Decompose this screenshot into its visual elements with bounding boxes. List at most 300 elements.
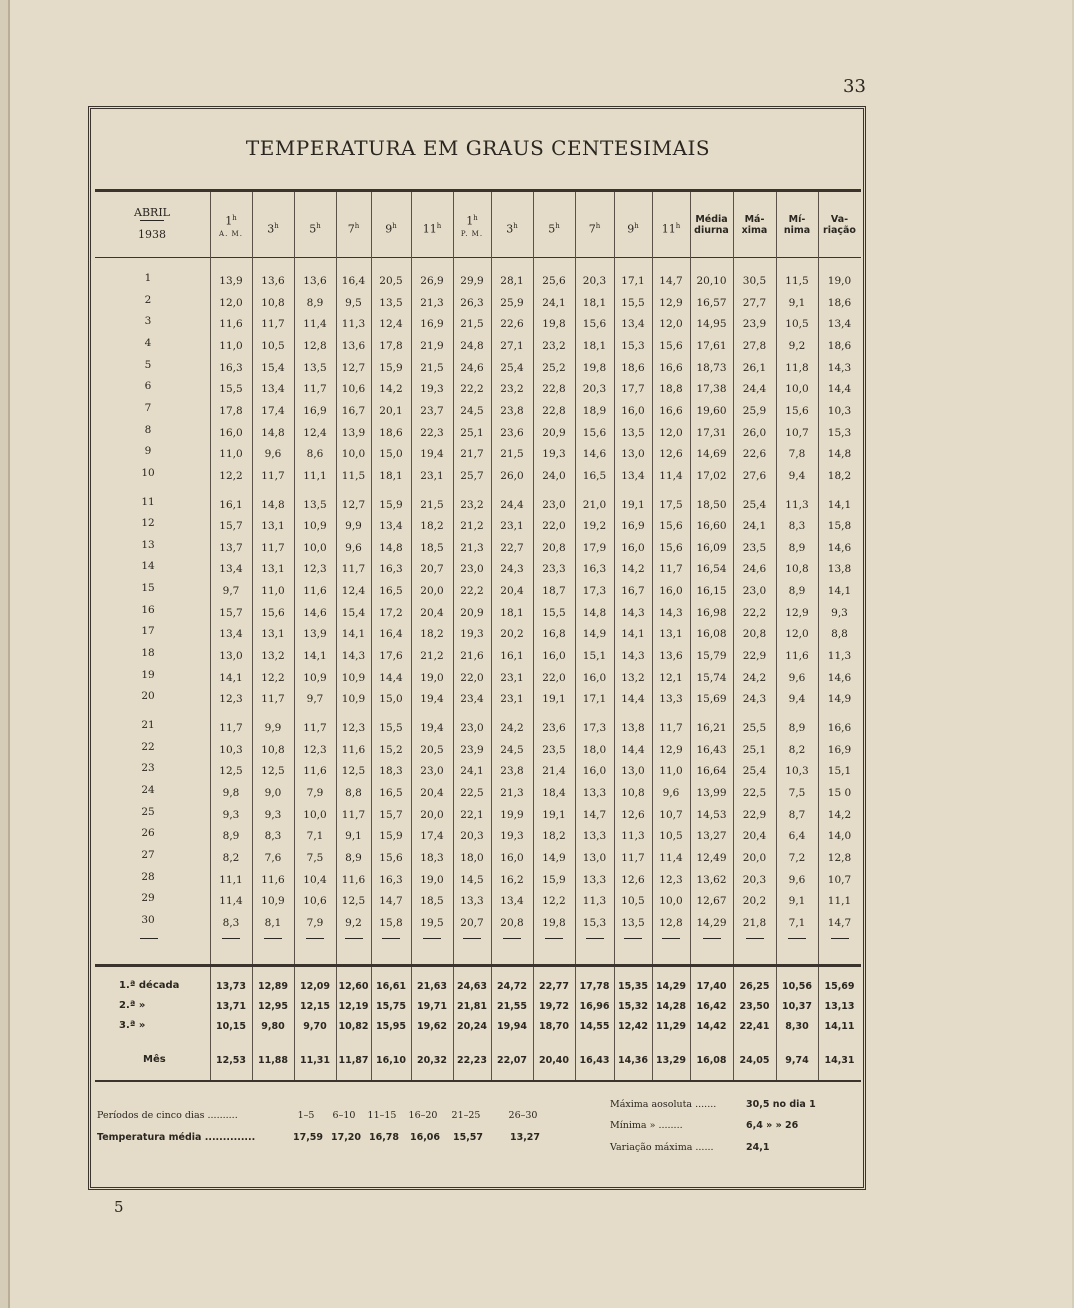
table-cell: 8,9 [788, 585, 806, 598]
hour-header [652, 220, 690, 236]
table-cell: 9,9 [264, 722, 282, 734]
table-cell: 12,3 [303, 743, 327, 756]
table-cell: 15,4 [341, 606, 366, 619]
table-cell: 19,9 [500, 808, 524, 821]
table-cell: 20,1 [379, 404, 403, 417]
table-cell: 23,9 [460, 743, 484, 756]
year-label: 1938 [138, 228, 166, 241]
table-cell: 14,6 [827, 671, 852, 684]
table-cell: 14,3 [827, 361, 852, 374]
day-number: 26 [141, 827, 155, 840]
table-cell: 16,98 [696, 606, 727, 619]
table-cell: 15,6 [659, 339, 683, 352]
table-cell: 18,4 [542, 786, 566, 799]
table-cell: 8,3 [264, 830, 282, 843]
summary-cell: 15,32 [617, 1001, 649, 1012]
summary-cell: 11,29 [655, 1021, 687, 1032]
stat-header-line: nima [783, 225, 811, 236]
table-cell: 15,9 [379, 361, 403, 374]
table-cell: 13,6 [341, 339, 366, 352]
table-cell: 7,9 [306, 786, 324, 799]
table-cell: 25,4 [500, 361, 524, 374]
table-cell: 20,4 [420, 786, 444, 799]
table-cell: 11,7 [303, 722, 327, 734]
table-cell: 8,2 [788, 743, 806, 756]
table-cell: 23,0 [460, 722, 484, 734]
day-number: 11 [141, 495, 155, 508]
table-cell: 23,2 [542, 339, 566, 352]
table-cell: 15,4 [261, 361, 285, 374]
table-cell: 14,4 [379, 671, 403, 684]
dash-mark [545, 938, 563, 939]
table-cell: 14,3 [621, 650, 645, 663]
stat-header [776, 214, 818, 236]
table-cell: 12,4 [379, 318, 403, 331]
summary-cell: 23,50 [739, 1001, 770, 1012]
table-cell: 24,6 [460, 361, 484, 374]
table-cell: 24,4 [742, 383, 767, 396]
summary-cell: 12,95 [257, 1001, 289, 1012]
table-cell: 15 0 [827, 786, 852, 799]
summary-cell: 20,32 [416, 1055, 448, 1066]
table-cell: 14,9 [827, 693, 852, 706]
table-cell: 15,8 [827, 520, 852, 533]
table-cell: 10,8 [261, 743, 285, 756]
table-cell: 19,8 [582, 361, 607, 374]
table-cell: 21,5 [500, 448, 524, 461]
table-cell: 23,5 [542, 743, 566, 756]
summary-cell: 11,31 [299, 1055, 331, 1066]
table-cell: 19,0 [420, 873, 444, 886]
table-cell: 14,6 [582, 448, 607, 461]
table-cell: 11,6 [219, 318, 243, 331]
table-cell: 16,4 [379, 628, 403, 641]
summary-cell: 24,63 [456, 981, 488, 992]
table-cell: 23,2 [460, 498, 484, 511]
period-range: 26–30 [508, 1110, 538, 1121]
table-cell: 26,0 [500, 469, 524, 482]
table-cell: 14,8 [827, 448, 852, 461]
dash-mark [423, 938, 441, 939]
table-cell: 11,1 [219, 873, 243, 886]
table-cell: 9,6 [662, 786, 680, 799]
table-cell: 14,1 [303, 650, 327, 663]
table-cell: 16,7 [621, 585, 645, 598]
page-number: 33 [843, 76, 866, 97]
table-cell: 10,6 [303, 895, 327, 908]
table-cell: 11,4 [659, 469, 683, 482]
summary-bottom-rule [95, 1080, 861, 1082]
table-cell: 19,0 [420, 671, 444, 684]
hour-number: 3 [506, 222, 514, 236]
table-cell: 23,1 [420, 469, 444, 482]
table-cell: 18,50 [696, 498, 727, 511]
summary-cell: 10,37 [781, 1001, 813, 1012]
table-cell: 14,3 [621, 606, 645, 619]
table-cell: 17,02 [696, 469, 727, 482]
table-cell: 23,4 [460, 693, 484, 706]
summary-cell: 14,29 [655, 981, 687, 992]
hour-header [252, 220, 294, 236]
summary-cell: 10,56 [781, 981, 813, 992]
table-cell: 25,1 [460, 426, 484, 439]
table-cell: 22,2 [460, 383, 484, 396]
summary-cell: 12,89 [257, 981, 289, 992]
table-cell: 12,0 [659, 426, 683, 439]
table-cell: 12,6 [621, 873, 645, 886]
table-cell: 14,2 [827, 808, 852, 821]
table-cell: 18,0 [460, 851, 484, 864]
table-cell: 10,5 [785, 318, 809, 331]
table-cell: 18,1 [379, 469, 403, 482]
table-cell: 13,9 [341, 426, 366, 439]
table-cell: 8,1 [264, 916, 282, 929]
table-cell: 18,2 [420, 628, 444, 641]
summary-cell: 16,10 [375, 1055, 407, 1066]
table-cell: 16,15 [696, 585, 727, 598]
table-cell: 9,7 [306, 693, 324, 706]
table-cell: 13,8 [621, 722, 645, 734]
table-cell: 21,3 [420, 296, 444, 309]
hour-number: 1 [466, 214, 474, 228]
day-number: 3 [144, 315, 152, 328]
day-number: 20 [141, 690, 155, 703]
table-cell: 14,7 [379, 895, 403, 908]
summary-cell: 16,42 [696, 1001, 727, 1012]
hour-suffix: h [513, 222, 518, 230]
table-cell: 16,0 [500, 851, 524, 864]
table-cell: 14,5 [460, 873, 484, 886]
table-cell: 24,2 [742, 671, 767, 684]
table-cell: 17,7 [621, 383, 645, 396]
summary-cell: 21,63 [416, 981, 448, 992]
table-cell: 13,3 [582, 830, 607, 843]
table-cell: 11,6 [261, 873, 285, 886]
table-cell: 16,0 [542, 650, 566, 663]
table-cell: 8,9 [222, 830, 240, 843]
table-cell: 10,9 [261, 895, 285, 908]
table-cell: 9,6 [788, 873, 806, 886]
table-cell: 19,4 [420, 693, 444, 706]
table-cell: 14,8 [261, 426, 285, 439]
summary-cell: 12,60 [338, 981, 369, 992]
table-cell: 11,0 [659, 765, 683, 778]
table-cell: 20,3 [742, 873, 767, 886]
day-number: 27 [141, 848, 155, 861]
table-cell: 16,3 [582, 563, 607, 576]
table-cell: 11,7 [341, 808, 366, 821]
table-cell: 10,3 [827, 404, 852, 417]
table-cell: 17,61 [696, 339, 727, 352]
stat-header [818, 214, 861, 236]
table-cell: 11,0 [261, 585, 285, 598]
table-cell: 17,3 [582, 585, 607, 598]
table-cell: 11,7 [303, 383, 327, 396]
table-cell: 16,21 [696, 722, 727, 734]
table-cell: 12,8 [303, 339, 327, 352]
table-cell: 15,3 [621, 339, 645, 352]
table-cell: 14,7 [582, 808, 607, 821]
table-cell: 27,1 [500, 339, 524, 352]
summary-cell: 16,08 [696, 1055, 727, 1066]
table-cell: 11,5 [785, 275, 809, 287]
table-cell: 7,8 [788, 448, 806, 461]
summary-cell: 13,73 [215, 981, 247, 992]
table-cell: 13,6 [261, 275, 285, 287]
table-cell: 17,5 [659, 498, 683, 511]
table-cell: 26,0 [742, 426, 767, 439]
table-cell: 14,3 [341, 650, 366, 663]
table-cell: 14,2 [621, 563, 645, 576]
summary-cell: 12,15 [299, 1001, 331, 1012]
table-cell: 11,6 [303, 765, 327, 778]
summary-cell: 21,55 [496, 1001, 528, 1012]
table-cell: 20,5 [379, 275, 403, 287]
table-cell: 16,8 [542, 628, 566, 641]
hour-number: 5 [548, 222, 556, 236]
table-cell: 15,74 [696, 671, 727, 684]
period-mean-temp: 17,20 [330, 1132, 362, 1143]
table-cell: 10,5 [261, 339, 285, 352]
table-cell: 24,5 [460, 404, 484, 417]
table-cell: 13,6 [659, 650, 683, 663]
table-cell: 12,8 [659, 916, 683, 929]
table-cell: 14,95 [696, 318, 727, 331]
dash-mark [746, 938, 764, 939]
table-cell: 13,4 [827, 318, 852, 331]
hour-number: 9 [627, 222, 635, 236]
table-cell: 16,3 [379, 563, 403, 576]
absolute-max-label: Máxima aosoluta ....... [610, 1099, 717, 1110]
table-cell: 27,7 [742, 296, 767, 309]
table-cell: 13,62 [696, 873, 727, 886]
period-range: 11–15 [367, 1110, 397, 1121]
table-cell: 14,8 [582, 606, 607, 619]
day-number: 7 [144, 401, 152, 414]
table-cell: 22,6 [500, 318, 524, 331]
table-cell: 10,3 [219, 743, 243, 756]
table-cell: 25,6 [542, 275, 566, 287]
hour-suffix: h [555, 222, 560, 230]
table-cell: 10,0 [303, 541, 327, 554]
table-cell: 15,1 [827, 765, 852, 778]
table-cell: 14,7 [827, 916, 852, 929]
table-cell: 16,9 [420, 318, 444, 331]
table-cell: 7,1 [788, 916, 806, 929]
table-cell: 8,9 [788, 541, 806, 554]
summary-cell: 12,42 [617, 1021, 649, 1032]
table-cell: 13,5 [379, 296, 403, 309]
table-cell: 11,3 [621, 830, 645, 843]
table-cell: 20,8 [500, 916, 524, 929]
table-cell: 20,0 [420, 585, 444, 598]
table-cell: 14,6 [827, 541, 852, 554]
summary-cell: 14,55 [579, 1021, 610, 1032]
table-cell: 24,0 [542, 469, 566, 482]
day-number: 14 [141, 560, 155, 573]
table-cell: 13,3 [659, 693, 683, 706]
dash-mark [222, 938, 240, 939]
table-cell: 20,2 [742, 895, 767, 908]
table-cell: 14,6 [303, 606, 327, 619]
summary-label: Mês [143, 1054, 166, 1065]
table-cell: 15,7 [379, 808, 403, 821]
table-cell: 16,09 [696, 541, 727, 554]
table-cell: 15,5 [542, 606, 566, 619]
table-cell: 11,8 [785, 361, 809, 374]
table-cell: 12,6 [659, 448, 683, 461]
stat-header-line: Va- [830, 214, 849, 225]
table-cell: 23,5 [742, 541, 767, 554]
stat-header-line: diurna [694, 225, 729, 236]
summary-cell: 17,40 [696, 981, 727, 992]
table-cell: 25,7 [460, 469, 484, 482]
table-cell: 20,4 [500, 585, 524, 598]
hour-number: 9 [385, 222, 393, 236]
table-cell: 10,9 [303, 520, 327, 533]
stat-header-line: Mí- [788, 214, 806, 225]
table-cell: 8,8 [345, 786, 362, 799]
table-cell: 13,3 [582, 786, 607, 799]
table-cell: 15,5 [379, 722, 403, 734]
table-cell: 24,1 [542, 296, 566, 309]
table-cell: 17,4 [420, 830, 444, 843]
table-cell: 19,1 [621, 498, 645, 511]
table-cell: 13,3 [460, 895, 484, 908]
day-number: 9 [144, 445, 152, 458]
table-cell: 18,2 [420, 520, 444, 533]
table-cell: 15,69 [696, 693, 727, 706]
table-cell: 16,6 [659, 404, 683, 417]
table-cell: 16,0 [621, 541, 645, 554]
hour-header [575, 220, 614, 236]
table-cell: 19,5 [420, 916, 444, 929]
table-cell: 15,5 [621, 296, 645, 309]
table-cell: 22,6 [742, 448, 767, 461]
table-cell: 15,79 [696, 650, 727, 663]
summary-cell: 14,31 [824, 1055, 855, 1066]
table-cell: 16,1 [500, 650, 524, 663]
dash-mark [264, 938, 282, 939]
summary-cell: 15,95 [375, 1021, 407, 1032]
summary-cell: 12,19 [338, 1001, 369, 1012]
table-cell: 8,6 [306, 448, 324, 461]
table-cell: 12,0 [219, 296, 243, 309]
table-cell: 9,0 [264, 786, 282, 799]
summary-cell: 9,70 [303, 1021, 327, 1032]
table-cell: 9,3 [831, 606, 848, 619]
period-mean-temp: 17,59 [292, 1132, 324, 1143]
hour-period: P. M. [460, 229, 484, 238]
table-cell: 11,6 [341, 743, 366, 756]
table-cell: 14,1 [341, 628, 366, 641]
table-cell: 17,6 [379, 650, 403, 663]
table-cell: 10,6 [341, 383, 366, 396]
table-cell: 11,0 [219, 448, 243, 461]
table-cell: 17,38 [696, 383, 727, 396]
table-cell: 22,5 [742, 786, 767, 799]
table-cell: 20,5 [420, 743, 444, 756]
table-cell: 23,0 [460, 563, 484, 576]
hour-suffix: h [392, 222, 397, 230]
summary-label: 2.ª » [119, 1000, 146, 1011]
table-cell: 15,9 [379, 498, 403, 511]
table-cell: 13,5 [621, 916, 645, 929]
table-cell: 10,7 [659, 808, 683, 821]
table-cell: 10,9 [303, 671, 327, 684]
table-cell: 18,3 [379, 765, 403, 778]
summary-cell: 16,61 [375, 981, 407, 992]
table-cell: 12,3 [659, 873, 683, 886]
period-mean-temp: 16,06 [409, 1132, 441, 1143]
table-cell: 23,6 [542, 722, 566, 734]
day-number: 21 [141, 719, 155, 731]
summary-cell: 15,75 [375, 1001, 407, 1012]
table-cell: 21,5 [420, 498, 444, 511]
table-cell: 18,1 [582, 296, 607, 309]
table-cell: 16,5 [582, 469, 607, 482]
table-cell: 15,9 [542, 873, 566, 886]
table-cell: 20,3 [460, 830, 484, 843]
table-cell: 18,1 [500, 606, 524, 619]
table-cell: 12,1 [659, 671, 683, 684]
table-cell: 8,9 [345, 851, 362, 864]
table-cell: 13,4 [621, 318, 645, 331]
table-cell: 14,53 [696, 808, 727, 821]
table-cell: 26,3 [460, 296, 484, 309]
dash-mark [140, 938, 158, 939]
table-cell: 16,3 [379, 873, 403, 886]
table-cell: 16,54 [696, 563, 727, 576]
table-cell: 20,3 [582, 275, 607, 287]
table-cell: 12,9 [785, 606, 809, 619]
summary-cell: 22,23 [456, 1055, 488, 1066]
table-cell: 9,4 [788, 693, 806, 706]
table-cell: 10,0 [303, 808, 327, 821]
summary-cell: 16,43 [579, 1055, 610, 1066]
table-cell: 8,8 [831, 628, 848, 641]
table-cell: 19,3 [420, 383, 444, 396]
summary-cell: 8,30 [785, 1021, 809, 1032]
table-cell: 18,6 [827, 296, 852, 309]
table-cell: 15,7 [219, 606, 243, 619]
table-cell: 20,7 [460, 916, 484, 929]
day-number: 6 [144, 380, 152, 393]
table-cell: 11,1 [827, 895, 852, 908]
table-cell: 16,57 [696, 296, 727, 309]
table-cell: 23,1 [500, 693, 524, 706]
table-cell: 14,9 [582, 628, 607, 641]
table-cell: 10,9 [341, 693, 366, 706]
table-cell: 10,5 [621, 895, 645, 908]
table-cell: 8,7 [788, 808, 806, 821]
table-cell: 22,0 [542, 520, 566, 533]
table-cell: 13,7 [219, 541, 243, 554]
table-cell: 14,1 [621, 628, 645, 641]
summary-cell: 16,96 [579, 1001, 610, 1012]
table-cell: 14,1 [219, 671, 243, 684]
day-number: 4 [144, 336, 152, 349]
table-cell: 9,1 [788, 895, 806, 908]
table-cell: 11,3 [582, 895, 607, 908]
table-cell: 13,4 [379, 520, 403, 533]
table-cell: 19,1 [542, 693, 566, 706]
table-cell: 13,8 [827, 563, 852, 576]
table-cell: 15,0 [379, 448, 403, 461]
table-cell: 23,2 [500, 383, 524, 396]
table-cell: 13,0 [219, 650, 243, 663]
summary-cell: 12,53 [215, 1055, 247, 1066]
